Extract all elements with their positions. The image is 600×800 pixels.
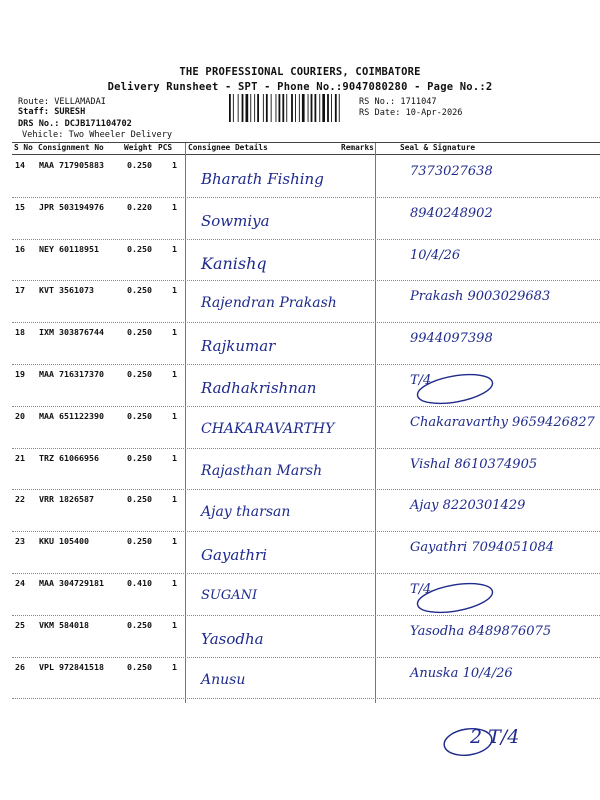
row-seal-signature: Prakash 9003029683 <box>410 289 551 305</box>
row-weight: 0.220 <box>127 201 152 212</box>
row-sno: 15 <box>15 201 25 212</box>
row-consignment-no: MAA 651122390 <box>39 410 104 421</box>
vehicle-label: Vehicle: Two Wheeler Delivery <box>22 130 173 140</box>
row-consignment-no: TRZ 61066956 <box>39 452 99 463</box>
table-row <box>0 365 600 407</box>
row-seal-signature: Yasodha 8489876075 <box>410 623 552 639</box>
staff-label: Staff: SURESH <box>18 107 86 117</box>
row-consignee-handwritten: Gayathri <box>201 546 267 565</box>
row-consignee-handwritten: Rajasthan Marsh <box>201 462 323 479</box>
row-sno: 19 <box>15 369 25 379</box>
runsheet-subtitle: Delivery Runsheet - SPT - Phone No.:9047080280 - Page No.:2 <box>107 81 493 93</box>
col-consignee-header: Consignee Details <box>188 143 268 152</box>
row-consignee-handwritten: SUGANI <box>201 588 258 603</box>
row-consignment-no: KVT 3561073 <box>39 285 94 296</box>
table-row <box>0 240 600 282</box>
col-remarks-header: Remarks <box>341 143 374 152</box>
row-weight: 0.250 <box>127 410 152 421</box>
row-consignee-handwritten: Sowmiya <box>201 211 270 230</box>
route-label: Route: VELLAMADAI <box>18 97 106 107</box>
row-pcs: 1 <box>172 619 177 630</box>
row-consignment-no: MAA 304729181 <box>39 578 104 588</box>
row-consignment-no: IXM 303876744 <box>39 327 104 338</box>
col-seal-header: Seal & Signature <box>400 143 476 152</box>
row-seal-signature: Vishal 8610374905 <box>410 456 538 472</box>
table-row <box>0 198 600 240</box>
row-pcs: 1 <box>172 201 177 212</box>
row-weight: 0.250 <box>127 160 152 170</box>
row-sno: 18 <box>15 327 25 338</box>
table-row <box>0 532 600 574</box>
row-seal-signature: Ajay 8220301429 <box>410 498 526 514</box>
row-consignee-handwritten: Rajkumar <box>201 337 276 356</box>
row-pcs: 1 <box>172 661 177 672</box>
row-sno: 20 <box>15 410 25 421</box>
row-sno: 21 <box>15 452 25 463</box>
row-pcs: 1 <box>172 243 177 254</box>
row-weight: 0.410 <box>127 578 152 588</box>
row-weight: 0.250 <box>127 661 152 672</box>
row-weight: 0.250 <box>127 243 152 254</box>
row-seal-signature: T/4 <box>410 582 432 597</box>
rs-date: RS Date: 10-Apr-2026 <box>359 108 463 118</box>
row-consignee-handwritten: Radhakrishnan <box>201 379 317 397</box>
row-consignment-no: VKM 584018 <box>39 619 89 630</box>
row-pcs: 1 <box>172 494 177 505</box>
seal-circle-mark <box>405 367 515 407</box>
row-consignment-no: NEY 60118951 <box>39 243 99 254</box>
row-seal-signature: 7373027638 <box>410 164 493 179</box>
table-row <box>0 616 600 658</box>
row-weight: 0.250 <box>127 369 152 379</box>
row-consignee-handwritten: CHAKARAVARTHY <box>201 420 335 437</box>
row-pcs: 1 <box>172 327 177 338</box>
row-consignment-no: VRR 1826587 <box>39 494 94 505</box>
row-weight: 0.250 <box>127 494 152 505</box>
row-weight: 0.250 <box>127 619 152 630</box>
row-weight: 0.250 <box>127 452 152 463</box>
col-weight-header: Weight <box>124 143 153 152</box>
row-consignment-no: KKU 105400 <box>39 536 89 547</box>
company-title: THE PROFESSIONAL COURIERS, COIMBATORE <box>179 66 421 78</box>
row-consignment-no: VPL 972841518 <box>39 661 104 672</box>
row-consignee-handwritten: Kanishq <box>201 253 267 273</box>
row-pcs: 1 <box>172 410 177 421</box>
table-row <box>0 323 600 365</box>
row-seal-signature: T/4 <box>410 373 432 388</box>
row-sno: 23 <box>15 536 25 547</box>
row-pcs: 1 <box>172 285 177 296</box>
row-sno: 26 <box>15 661 25 672</box>
header-bottom-rule <box>12 154 600 155</box>
row-seal-signature: Chakaravarthy 9659426827 <box>410 414 595 430</box>
table-row <box>0 407 600 449</box>
drs-number: DRS No.: DCJB171104702 <box>18 119 132 129</box>
row-sno: 25 <box>15 619 25 630</box>
row-pcs: 1 <box>172 452 177 463</box>
row-weight: 0.250 <box>127 327 152 338</box>
row-consignee-handwritten: Anusu <box>201 671 246 688</box>
col-consignment-header: Consignment No <box>38 143 104 152</box>
row-seal-signature: Gayathri 7094051084 <box>410 540 555 556</box>
row-pcs: 1 <box>172 536 177 547</box>
row-pcs: 1 <box>172 578 177 588</box>
row-weight: 0.250 <box>127 536 152 547</box>
barcode <box>229 94 355 122</box>
row-consignee-handwritten: Ajay tharsan <box>201 504 291 521</box>
row-consignee-handwritten: Rajendran Prakash <box>201 295 337 312</box>
row-seal-signature: 9944097398 <box>410 331 493 347</box>
table-row <box>0 449 600 491</box>
row-consignment-no: JPR 503194976 <box>39 201 104 212</box>
row-sno: 16 <box>15 243 25 254</box>
col-pcs-header: PCS <box>158 143 173 152</box>
seal-circle-mark <box>405 576 515 616</box>
row-sno: 22 <box>15 494 25 505</box>
table-row <box>0 658 600 700</box>
row-sno: 24 <box>15 578 25 588</box>
table-row <box>0 281 600 323</box>
row-consignment-no: MAA 716317370 <box>39 369 104 379</box>
row-sno: 17 <box>15 285 25 296</box>
row-consignee-handwritten: Yasodha <box>201 629 264 648</box>
col-sno-header: S No <box>14 143 33 152</box>
row-consignee-handwritten: Bharath Fishing <box>201 170 324 188</box>
row-pcs: 1 <box>172 369 177 379</box>
row-sno: 14 <box>15 160 25 170</box>
table-row <box>0 156 600 198</box>
table-row <box>0 574 600 616</box>
row-pcs: 1 <box>172 160 177 170</box>
rs-number: RS No.: 1711047 <box>359 97 437 107</box>
row-seal-signature: Anuska 10/4/26 <box>410 665 513 681</box>
row-seal-signature: 8940248902 <box>410 205 493 221</box>
table-row <box>0 490 600 532</box>
row-consignment-no: MAA 717905883 <box>39 160 104 170</box>
row-weight: 0.250 <box>127 285 152 296</box>
footer-note: 2 T/4 <box>470 726 520 748</box>
row-divider <box>12 698 600 699</box>
row-seal-signature: 10/4/26 <box>410 247 461 263</box>
